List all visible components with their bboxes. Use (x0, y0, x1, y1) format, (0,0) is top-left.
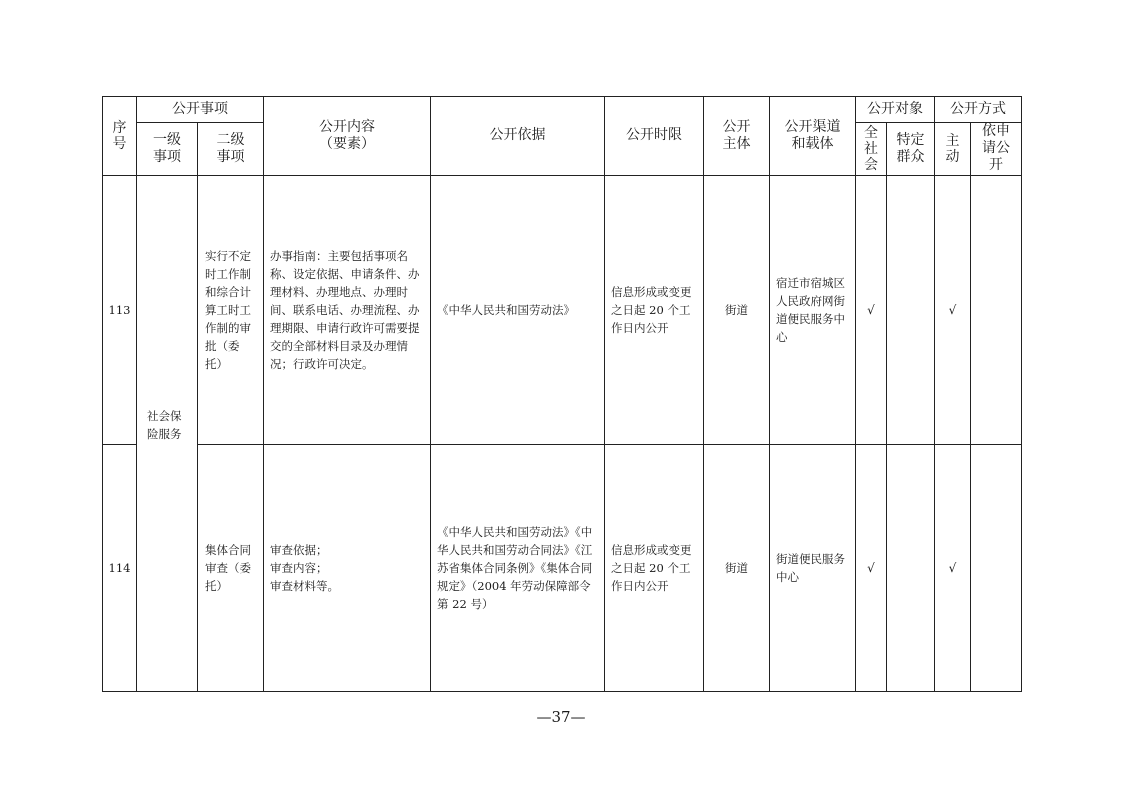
row-target-specific-check (887, 445, 935, 692)
header-method: 公开方式 (935, 97, 1022, 123)
row-subject: 街道 (704, 175, 770, 445)
header-level2: 二级事项 (198, 123, 264, 175)
row-subject: 街道 (704, 445, 770, 692)
table-row (103, 445, 1022, 692)
row-seq: 114 (103, 445, 137, 692)
header-basis: 公开依据 (431, 97, 605, 176)
row-seq: 113 (103, 175, 137, 445)
row-target-specific-check (887, 175, 935, 445)
row-time-limit: 信息形成或变更之日起 20 个工作日内公开 (605, 445, 704, 692)
row-content (264, 445, 431, 692)
row-method-active-check: √ (935, 445, 971, 692)
row-level2: 集体合同审查（委托） (198, 445, 264, 692)
row-level2: 实行不定时工作制和综合计算工时工作制的审批（委托） (198, 175, 264, 445)
row-target-all-check: √ (856, 175, 887, 445)
header-row-1 (103, 97, 1022, 123)
row-method-apply-check (971, 445, 1022, 692)
header-public-item: 公开事项 (137, 97, 264, 123)
row-time-limit: 信息形成或变更之日起 20 个工作日内公开 (605, 175, 704, 445)
header-time-limit: 公开时限 (605, 97, 704, 176)
row-target-all-check: √ (856, 445, 887, 692)
header-method-active: 主动 (935, 123, 971, 175)
content-line: 审查材料等。 (270, 579, 339, 594)
header-content (264, 97, 431, 176)
header-content-line2: （要素） (319, 135, 375, 152)
header-channel: 公开渠道和载体 (770, 97, 856, 176)
disclosure-table (102, 96, 1022, 692)
header-content-line1: 公开内容 (319, 118, 375, 135)
row-content: 办事指南：主要包括事项名称、设定依据、申请条件、办理材料、办理地点、办理时间、联系电话、办理流程、办理期限、申请行政许可需要提交的全部材料目录及办理情况；行政许可决定。 (264, 175, 431, 445)
row-channel: 街道便民服务中心 (770, 445, 856, 692)
row-basis: 《中华人民共和国劳动法》 (431, 175, 605, 445)
page-number: —37— (536, 708, 586, 726)
table-row (103, 175, 1022, 445)
header-method-apply: 依申请公开 (971, 123, 1022, 175)
row-basis: 《中华人民共和国劳动法》《中华人民共和国劳动合同法》《江苏省集体合同条例》《集体合同规定》（2004 年劳动保障部令 第 22 号） (431, 445, 605, 692)
header-target: 公开对象 (856, 97, 935, 123)
header-subject: 公开主体 (704, 97, 770, 176)
row-channel: 宿迁市宿城区人民政府网街道便民服务中心 (770, 175, 856, 445)
header-seq: 序号 (103, 97, 137, 176)
content-line: 审查依据； (270, 543, 328, 558)
header-target-all: 全社会 (856, 123, 887, 175)
row-method-apply-check (971, 175, 1022, 445)
row-method-active-check: √ (935, 175, 971, 445)
header-target-specific: 特定群众 (887, 123, 935, 175)
header-level1: 一级事项 (137, 123, 198, 175)
content-line: 审查内容； (270, 561, 328, 576)
row-level1: 社会保险服务 (137, 175, 198, 691)
